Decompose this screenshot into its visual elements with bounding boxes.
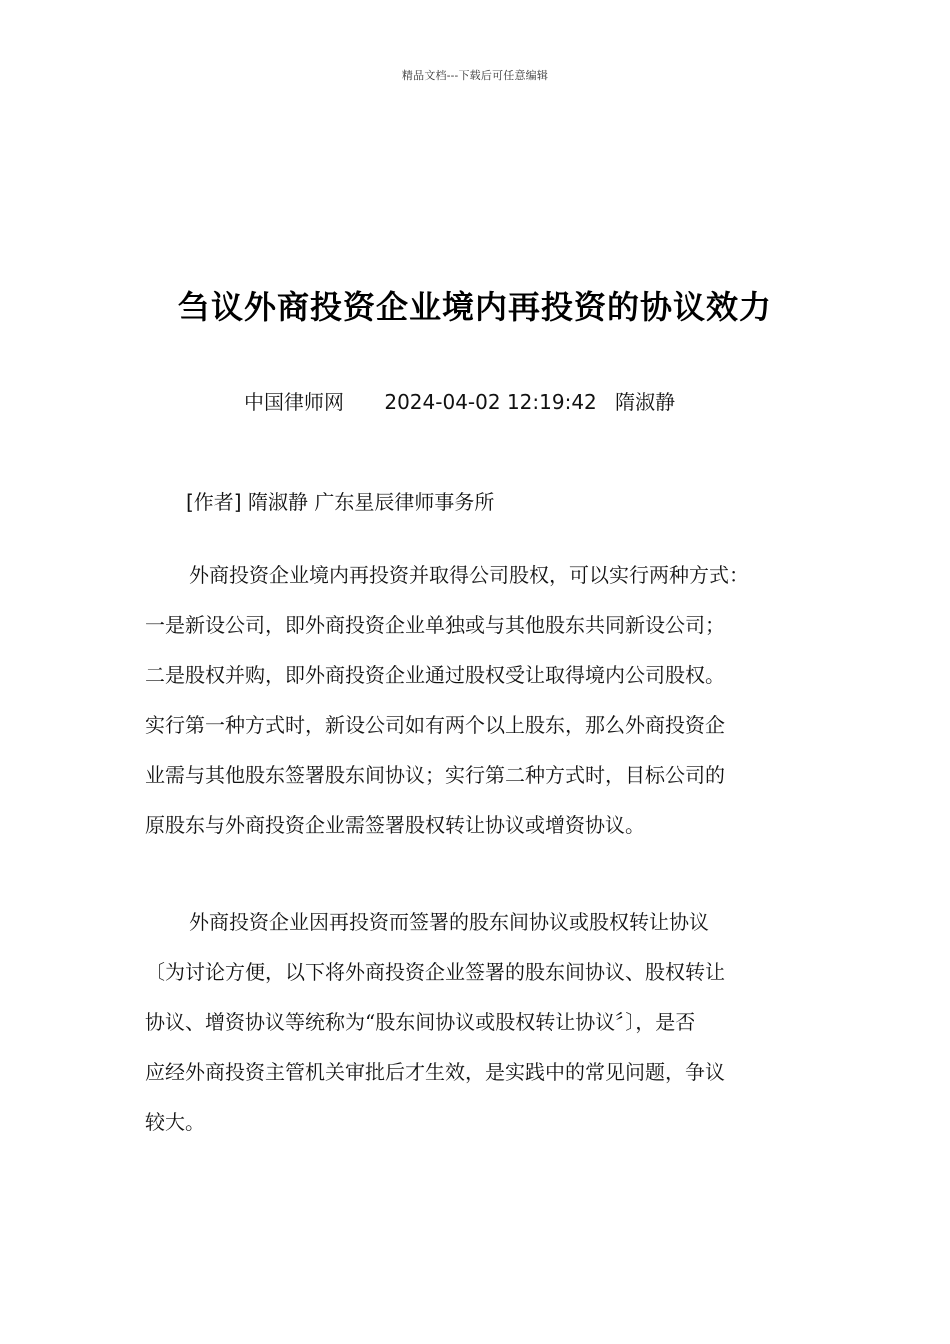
article-meta [244, 386, 675, 415]
article-title: 刍议外商投资企业境内再投资的协议效力 [177, 288, 772, 326]
paragraph-line: 实行第一种方式时，新设公司如有两个以上股东，那么外商投资企 [145, 713, 725, 737]
meta-author: 隋淑静 [615, 390, 676, 414]
paragraph-line: 一是新设公司，即外商投资企业单独或与其他股东共同新设公司； [145, 613, 725, 637]
paragraph-line: 二是股权并购，即外商投资企业通过股权受让取得境内公司股权。 [145, 663, 725, 687]
paragraph-line: 协议、增资协议等统称为“股东间协议或股权转让协议〞〕，是否 [145, 1010, 696, 1034]
paragraph-line: 较大。 [145, 1110, 205, 1134]
paragraph-line: 〔为讨论方便，以下将外商投资企业签署的股东间协议、股权转让 [145, 960, 725, 984]
paragraph-line: 应经外商投资主管机关审批后才生效，是实践中的常见问题，争议 [145, 1060, 725, 1084]
paragraph-line: 外商投资企业境内再投资并取得公司股权，可以实行两种方式： [189, 563, 749, 587]
meta-datetime: 2024-04-02 12:19:42 [384, 390, 597, 414]
paragraph-line: 原股东与外商投资企业需签署股权转让协议或增资协议。 [145, 813, 645, 837]
paragraph-2 [145, 897, 810, 1147]
paragraph-line: 外商投资企业因再投资而签署的股东间协议或股权转让协议 [189, 910, 709, 934]
paragraph-1 [145, 550, 810, 850]
header-note: 精品文档---下载后可任意编辑 [401, 69, 549, 82]
paragraph-line: 业需与其他股东签署股东间协议；实行第二种方式时，目标公司的 [145, 763, 725, 787]
author-line: [作者] 隋淑静 广东星辰律师事务所 [186, 490, 495, 514]
meta-source: 中国律师网 [244, 390, 344, 414]
